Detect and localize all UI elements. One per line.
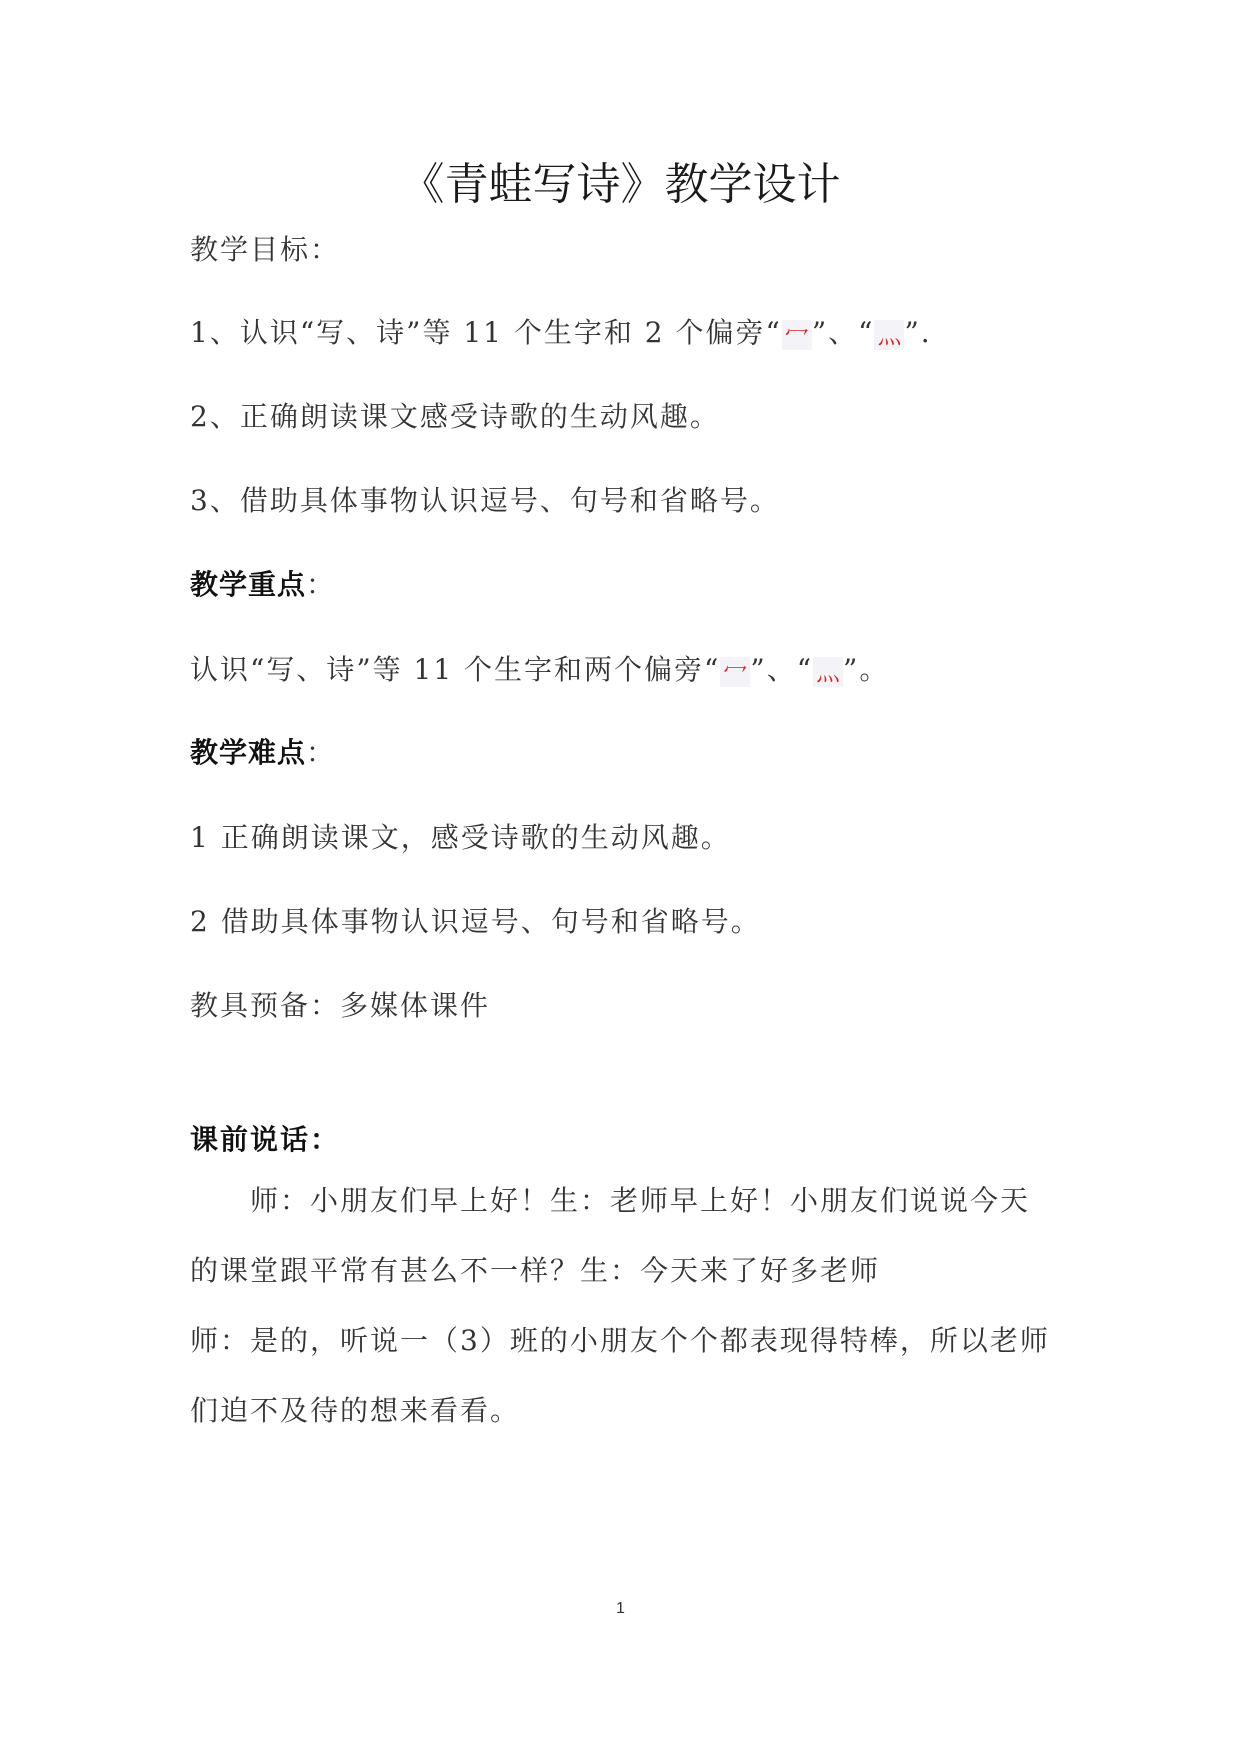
objective-item-1-end: ”. xyxy=(904,316,932,349)
radical-mi: 冖 xyxy=(782,320,812,350)
page-number: 1 xyxy=(616,1600,625,1617)
difficulties-colon: ： xyxy=(306,736,337,769)
objective-item-1-text: 1、认识“写、诗”等 11 个生字和 2 个偏旁“ xyxy=(190,316,782,349)
pre-class-heading: 课前说话： xyxy=(190,1123,341,1156)
key-points-text-sep: ”、“ xyxy=(750,653,814,686)
pre-class-paragraph-1: 师：小朋友们早上好！生：老师早上好！小朋友们说说今天的课堂跟平常有甚么不一样？生：今天来了好多老师 xyxy=(190,1184,1031,1287)
objective-item-2: 2、正确朗读课文感受诗歌的生动风趣。 xyxy=(190,400,720,433)
difficulty-item-2: 2 借助具体事物认识逗号、句号和省略号。 xyxy=(190,905,761,938)
radical-huo: 灬 xyxy=(813,657,843,687)
key-points-label: 教学重点 xyxy=(190,568,307,601)
key-points-text-start: 认识“写、诗”等 11 个生字和两个偏旁“ xyxy=(190,653,721,686)
objectives-heading: 教学目标： xyxy=(190,233,341,266)
objective-item-1 xyxy=(190,313,932,353)
difficulty-item-1: 1 正确朗读课文，感受诗歌的生动风趣。 xyxy=(190,821,731,854)
materials-line: 教具预备：多媒体课件 xyxy=(190,989,491,1022)
document-title: 《青蛙写诗》教学设计 xyxy=(400,159,841,210)
radical-huo: 灬 xyxy=(874,320,904,350)
objective-item-3: 3、借助具体事物认识逗号、句号和省略号。 xyxy=(190,484,780,517)
key-points-text-end: ”。 xyxy=(843,653,890,686)
key-points-colon: ： xyxy=(306,568,337,601)
key-points-heading xyxy=(190,565,336,605)
pre-class-paragraph-2: 师：是的，听说一（3）班的小朋友个个都表现得特棒，所以老师们迫不及待的想来看看。 xyxy=(190,1324,1050,1427)
radical-mi: 冖 xyxy=(720,657,750,687)
key-points-text xyxy=(190,650,889,690)
objective-item-1-sep: ”、“ xyxy=(811,316,875,349)
difficulties-label: 教学难点 xyxy=(190,736,307,769)
difficulties-heading xyxy=(190,733,336,773)
